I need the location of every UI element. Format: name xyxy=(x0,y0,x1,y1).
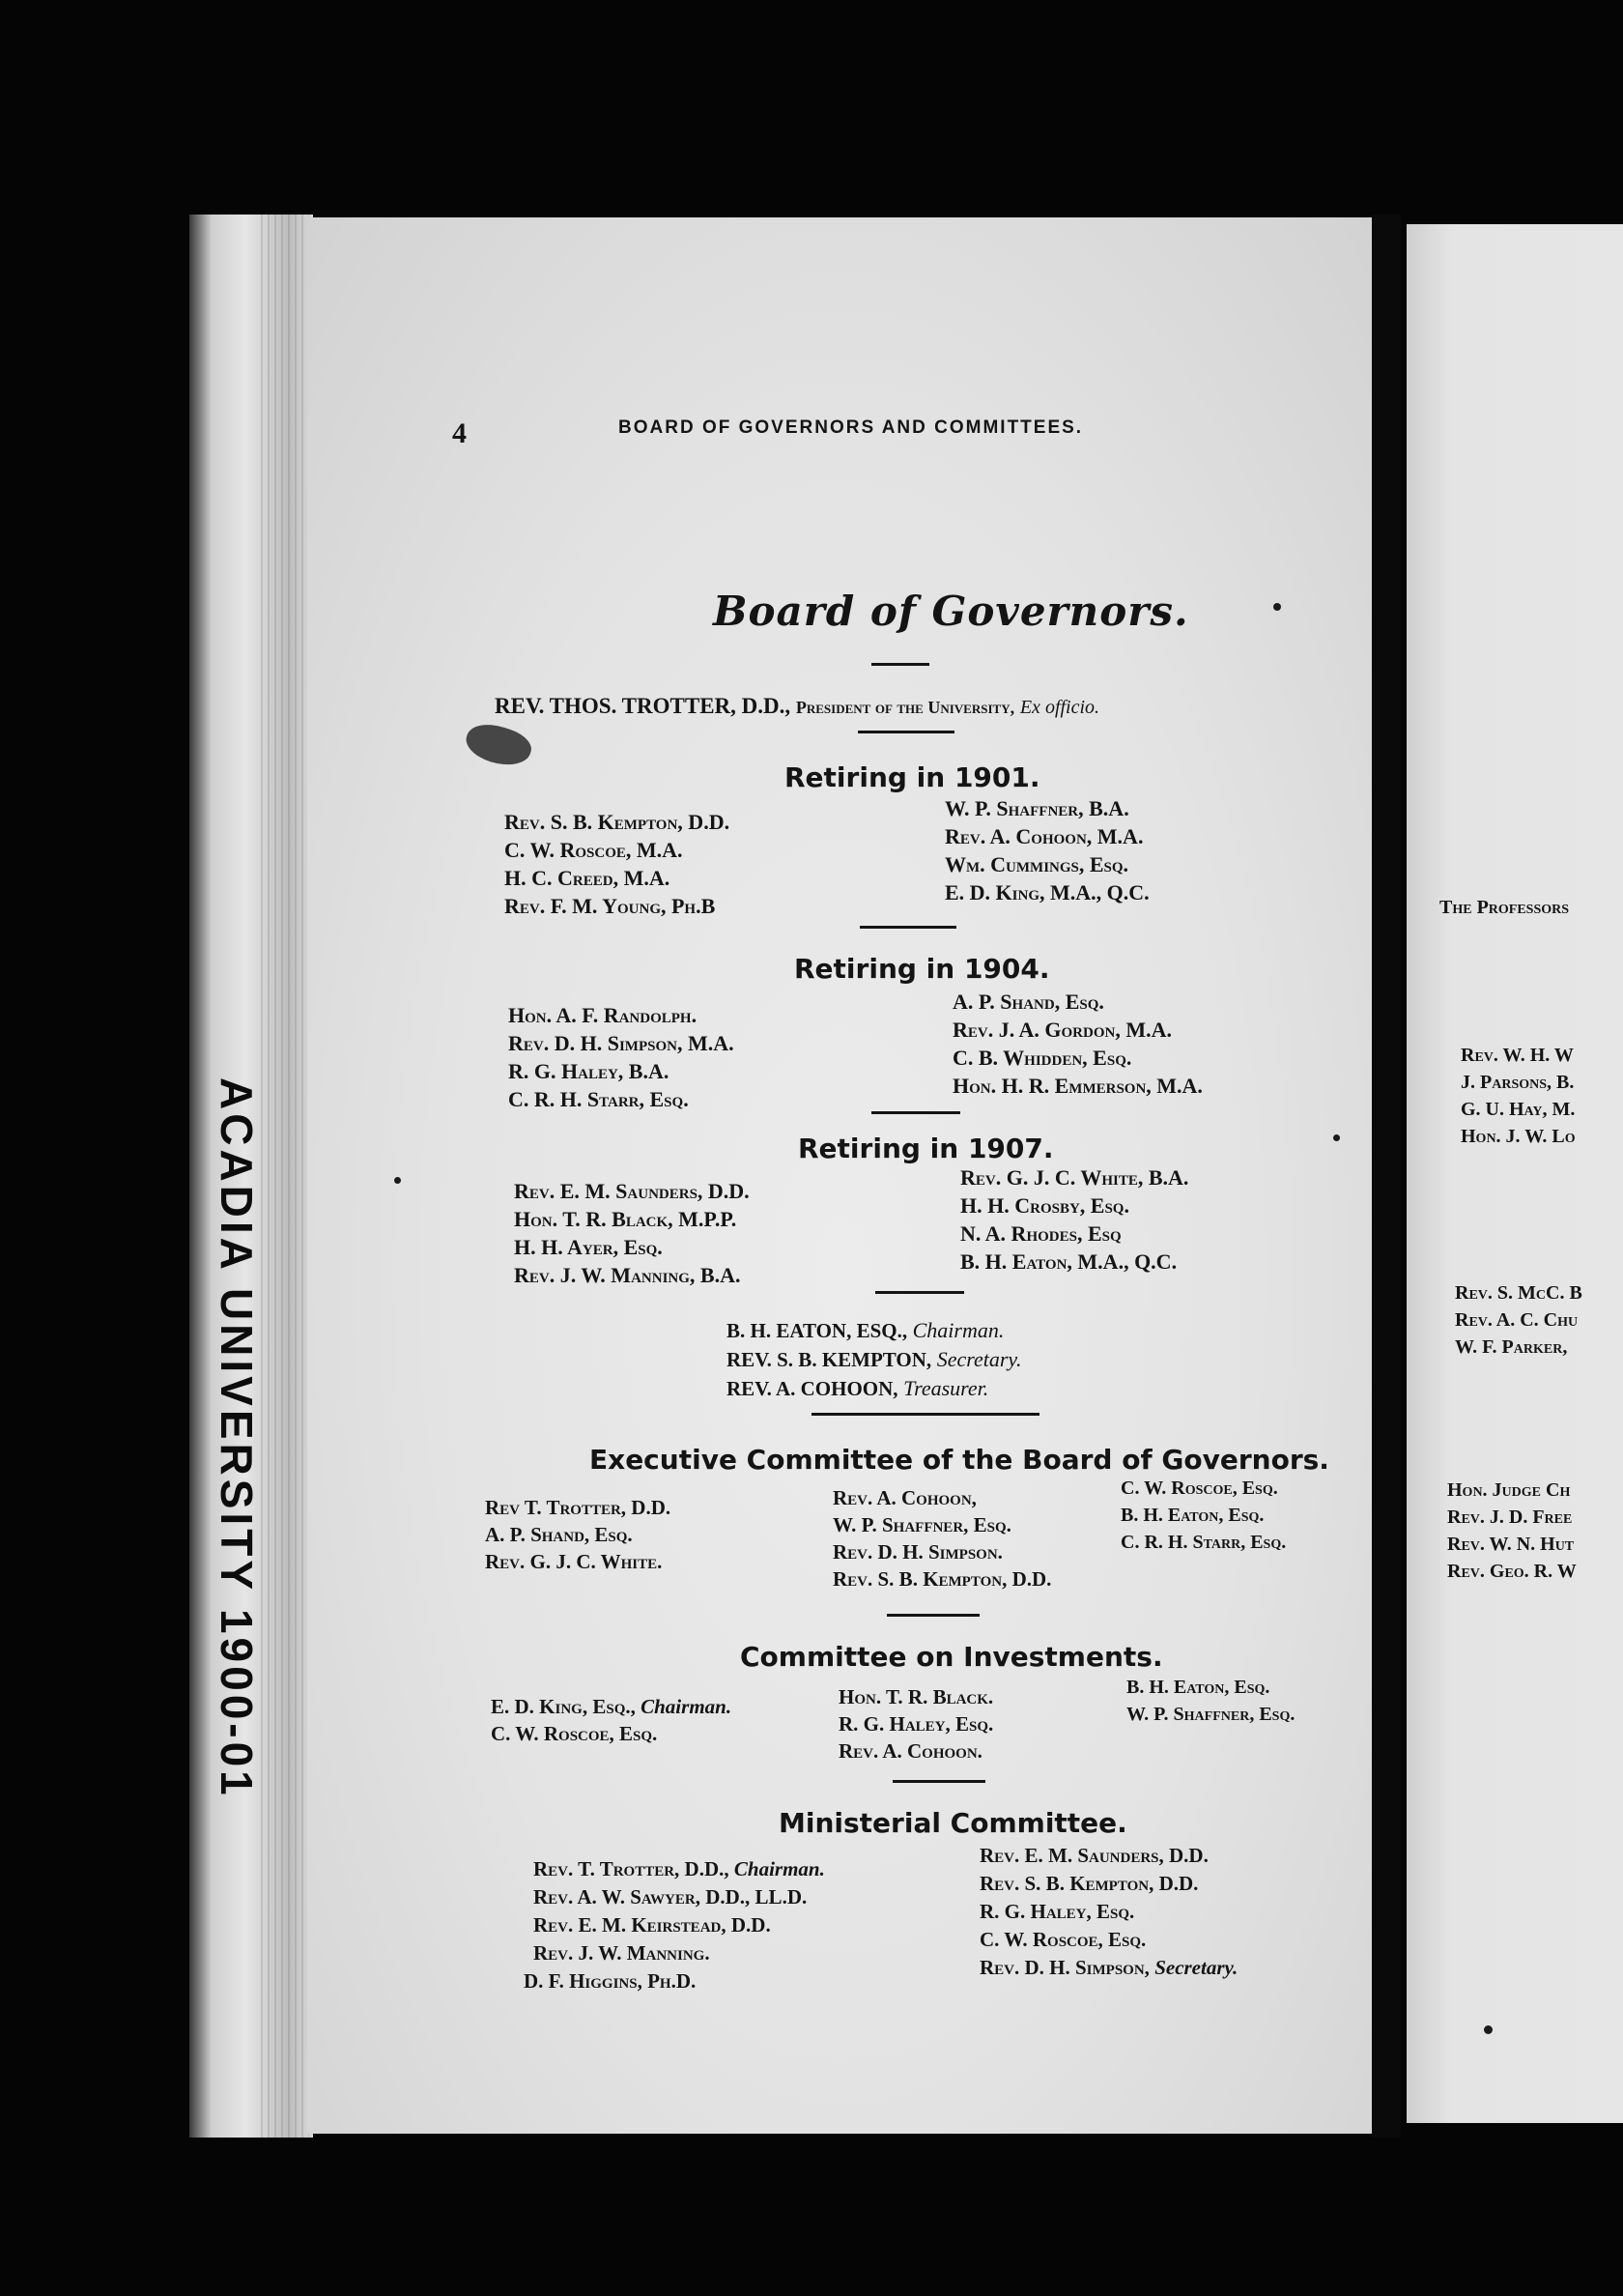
list-item: Rev. W. N. Hut xyxy=(1447,1534,1575,1555)
list-item: Rev. J. A. Gordon, M.A. xyxy=(953,1018,1172,1042)
list-item: J. Parsons, B. xyxy=(1461,1072,1575,1093)
executive-col2 xyxy=(833,1484,1051,1593)
list-item: H. H. Crosby, Esq. xyxy=(960,1193,1129,1218)
president-name: REV. THOS. TROTTER, D.D., xyxy=(495,694,791,718)
investments-col3 xyxy=(1126,1674,1295,1728)
list-item: R. G. Haley, Esq. xyxy=(980,1900,1135,1923)
facing-group-2 xyxy=(1455,1279,1582,1361)
list-item: E. D. King, M.A., Q.C. xyxy=(945,880,1150,904)
officer-secretary: REV. S. B. KEMPTON, Secretary. xyxy=(726,1347,1022,1371)
divider xyxy=(875,1291,964,1294)
list-item: Rev. E. M. Keirstead, D.D. xyxy=(533,1913,771,1937)
list-item: Rev T. Trotter, D.D. xyxy=(485,1496,671,1519)
list-item: C. W. Roscoe, M.A. xyxy=(504,838,683,862)
list-item: R. G. Haley, Esq. xyxy=(839,1712,994,1736)
officers-list xyxy=(726,1316,1021,1403)
list-item: Rev. J. W. Manning, B.A. xyxy=(514,1263,741,1287)
list-1901-left xyxy=(504,808,729,920)
divider xyxy=(893,1780,985,1783)
list-item: Rev. S. B. Kempton, D.D. xyxy=(980,1872,1199,1895)
investments-col2 xyxy=(839,1683,993,1765)
list-1904-right xyxy=(953,988,1203,1100)
executive-col1 xyxy=(485,1494,670,1575)
list-item: Rev. D. H. Simpson, M.A. xyxy=(508,1031,734,1055)
gutter xyxy=(1372,215,1401,2138)
list-item: C. B. Whidden, Esq. xyxy=(953,1046,1132,1070)
ministerial-left xyxy=(524,1855,825,1995)
page-edges xyxy=(261,215,309,2138)
list-item: Rev. D. H. Simpson, Secretary. xyxy=(980,1956,1239,1979)
speck xyxy=(1333,1134,1340,1141)
list-item: Hon. Judge Ch xyxy=(1447,1479,1571,1501)
list-item: Rev. A. Cohoon. xyxy=(839,1739,982,1763)
list-item: W. P. Shaffner, Esq. xyxy=(1126,1704,1296,1725)
section-heading-investments: Committee on Investments. xyxy=(740,1641,1163,1673)
list-item: C. W. Roscoe, Esq. xyxy=(491,1722,658,1745)
list-item: D. F. Higgins, Ph.D. xyxy=(524,1969,697,1993)
list-item: Rev. A. W. Sawyer, D.D., LL.D. xyxy=(533,1885,808,1909)
list-item: H. H. Ayer, Esq. xyxy=(514,1235,663,1259)
list-item: R. G. Haley, B.A. xyxy=(508,1059,669,1083)
divider xyxy=(812,1413,1039,1416)
divider xyxy=(860,926,956,929)
list-item: C. R. H. Starr, Esq. xyxy=(1121,1532,1287,1553)
list-1904-left xyxy=(508,1001,734,1113)
list-item: Rev. J. W. Manning. xyxy=(533,1941,710,1965)
ministerial-right xyxy=(980,1842,1238,1982)
list-1907-left xyxy=(514,1177,750,1289)
spine-title xyxy=(211,1077,263,1396)
facing-page xyxy=(1407,224,1623,2123)
list-item: Hon. A. F. Randolph. xyxy=(508,1003,698,1027)
president-title: President of the University, xyxy=(795,698,1015,717)
list-item: Rev. T. Trotter, D.D., Chairman. xyxy=(533,1857,825,1880)
list-item: Rev. E. M. Saunders, D.D. xyxy=(514,1179,750,1203)
list-item: Rev. A. C. Chu xyxy=(1455,1309,1579,1331)
list-item: Rev. W. H. W xyxy=(1461,1045,1574,1066)
list-item: G. U. Hay, M. xyxy=(1461,1099,1576,1120)
list-item: A. P. Shand, Esq. xyxy=(953,990,1104,1014)
list-item: Rev. G. J. C. White, B.A. xyxy=(960,1165,1189,1190)
facing-heading: The Professors xyxy=(1439,897,1570,918)
list-item: C. W. Roscoe, Esq. xyxy=(980,1928,1147,1951)
list-item: Hon. T. R. Black, M.P.P. xyxy=(514,1207,737,1231)
section-heading-ministerial: Ministerial Committee. xyxy=(779,1807,1127,1839)
running-head: BOARD OF GOVERNORS AND COMMITTEES. xyxy=(618,417,1084,438)
page-title: Board of Governors. xyxy=(713,588,1189,635)
list-item: H. C. Creed, M.A. xyxy=(504,866,670,890)
list-item: Rev. S. B. Kempton, D.D. xyxy=(504,810,730,834)
section-heading-1904: Retiring in 1904. xyxy=(794,953,1050,985)
list-item: B. H. Eaton, M.A., Q.C. xyxy=(960,1249,1178,1274)
list-item: Wm. Cummings, Esq. xyxy=(945,852,1129,876)
list-item: Rev. F. M. Young, Ph.B xyxy=(504,894,716,918)
list-item: W. F. Parker, xyxy=(1455,1336,1568,1358)
list-item: Hon. T. R. Black. xyxy=(839,1685,994,1708)
list-item: Rev. E. M. Saunders, D.D. xyxy=(980,1844,1209,1867)
president-line xyxy=(495,694,1099,719)
list-item: Hon. H. R. Emmerson, M.A. xyxy=(953,1074,1203,1098)
list-item: W. P. Shaffner, B.A. xyxy=(945,796,1129,820)
officer-chairman: B. H. EATON, ESQ., Chairman. xyxy=(726,1318,1005,1342)
section-heading-executive: Executive Committee of the Board of Governors. xyxy=(589,1444,1329,1476)
executive-col3 xyxy=(1121,1475,1286,1556)
list-1907-right xyxy=(960,1163,1188,1276)
list-item: B. H. Eaton, Esq. xyxy=(1121,1505,1265,1526)
list-item: Rev. J. D. Free xyxy=(1447,1507,1573,1528)
list-item: A. P. Shand, Esq. xyxy=(485,1523,633,1546)
list-item: Rev. Geo. R. W xyxy=(1447,1561,1577,1582)
list-item: N. A. Rhodes, Esq xyxy=(960,1221,1122,1246)
divider xyxy=(858,731,954,733)
page-number: 4 xyxy=(452,417,467,449)
officer-treasurer: REV. A. COHOON, Treasurer. xyxy=(726,1376,989,1400)
section-heading-1901: Retiring in 1901. xyxy=(784,761,1040,793)
list-item: Rev. D. H. Simpson. xyxy=(833,1540,1003,1564)
list-item: Rev. A. Cohoon, M.A. xyxy=(945,824,1144,848)
list-item: Rev. S. B. Kempton, D.D. xyxy=(833,1567,1052,1591)
section-heading-1907: Retiring in 1907. xyxy=(798,1133,1054,1164)
facing-group-1 xyxy=(1461,1042,1576,1150)
speck xyxy=(1273,603,1281,611)
divider xyxy=(871,663,929,666)
list-item: W. P. Shaffner, Esq. xyxy=(833,1513,1011,1536)
investments-col1 xyxy=(491,1693,731,1747)
list-item: C. W. Roscoe, Esq. xyxy=(1121,1478,1278,1499)
list-item: Rev. A. Cohoon, xyxy=(833,1486,977,1509)
speck xyxy=(1484,2025,1493,2034)
list-item: C. R. H. Starr, Esq. xyxy=(508,1087,689,1111)
list-item: Rev. S. McC. B xyxy=(1455,1282,1582,1304)
list-1901-right xyxy=(945,794,1150,906)
divider xyxy=(871,1111,960,1114)
list-item: E. D. King, Esq., Chairman. xyxy=(491,1695,732,1718)
divider xyxy=(887,1614,980,1617)
list-item: Hon. J. W. Lo xyxy=(1461,1126,1576,1147)
facing-group-3 xyxy=(1447,1477,1577,1585)
president-note: Ex officio. xyxy=(1019,697,1100,718)
speck xyxy=(394,1177,401,1184)
list-item: Rev. G. J. C. White. xyxy=(485,1550,663,1573)
list-item: B. H. Eaton, Esq. xyxy=(1126,1677,1270,1698)
